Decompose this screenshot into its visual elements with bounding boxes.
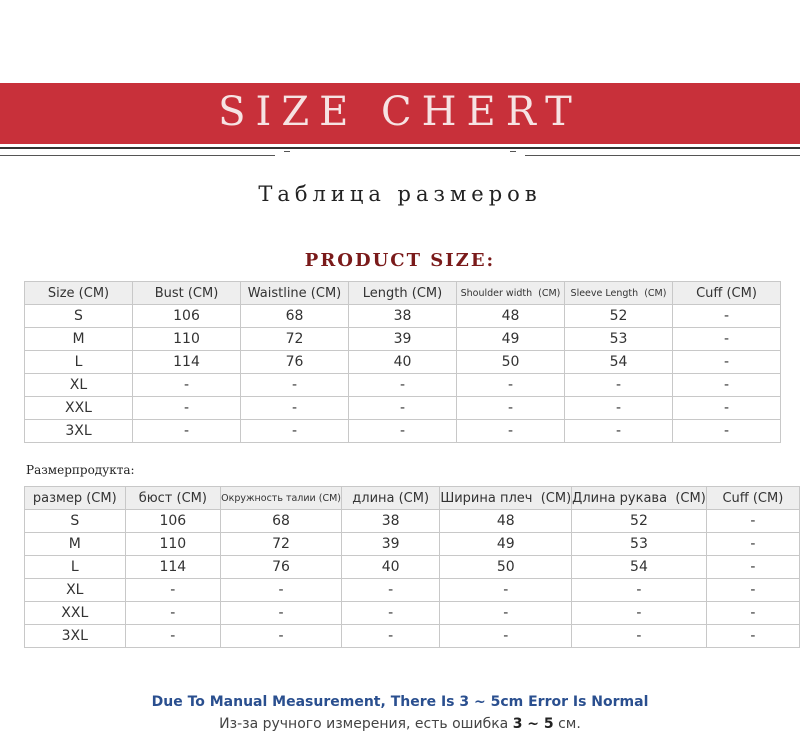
divider-dash-left: [284, 151, 290, 152]
table-cell: 49: [457, 328, 565, 351]
table-cell: -: [440, 579, 572, 602]
table-cell: XXL: [25, 602, 126, 625]
table-cell: M: [25, 533, 126, 556]
table-cell: -: [241, 374, 349, 397]
table-cell: -: [440, 625, 572, 648]
table-cell: L: [25, 556, 126, 579]
page-subtitle: Таблица размеров: [258, 182, 542, 206]
table-row: [25, 397, 781, 420]
table-cell: -: [673, 397, 781, 420]
table-cell: -: [125, 625, 221, 648]
table-cell: 40: [342, 556, 440, 579]
table-cell: -: [241, 397, 349, 420]
table-cell: 38: [349, 305, 457, 328]
column-header: Bust (CM): [133, 282, 241, 305]
table-row: [25, 420, 781, 443]
table-cell: 39: [342, 533, 440, 556]
table-cell: -: [221, 579, 342, 602]
size-table-russian: [24, 486, 800, 648]
table-cell: 38: [342, 510, 440, 533]
table-cell: -: [706, 510, 799, 533]
table-cell: 106: [133, 305, 241, 328]
table-cell: -: [342, 579, 440, 602]
table-cell: 53: [565, 328, 673, 351]
column-header: Cuff (CM): [673, 282, 781, 305]
table-cell: 40: [349, 351, 457, 374]
note-ru-suffix: см.: [553, 716, 581, 732]
divider-line: [0, 147, 800, 149]
product-size-heading: PRODUCT SIZE:: [304, 250, 496, 271]
table-cell: -: [572, 602, 707, 625]
table-row: [25, 510, 800, 533]
section-label-russian: Размерпродукта:: [26, 463, 135, 477]
table-cell: -: [349, 397, 457, 420]
table-cell: 68: [241, 305, 349, 328]
table-cell: 114: [125, 556, 221, 579]
title-banner: [0, 83, 800, 144]
table-cell: -: [125, 602, 221, 625]
table-cell: -: [673, 328, 781, 351]
table-cell: -: [572, 625, 707, 648]
table-cell: 114: [133, 351, 241, 374]
size-table-english: [24, 281, 781, 443]
table-cell: -: [706, 579, 799, 602]
table-cell: -: [457, 420, 565, 443]
column-header: Длина рукава (CM): [572, 487, 707, 510]
table-cell: S: [25, 305, 133, 328]
table-cell: -: [349, 420, 457, 443]
measurement-note-russian: [0, 716, 800, 732]
table-cell: 52: [572, 510, 707, 533]
table-cell: XL: [25, 374, 133, 397]
table-cell: 48: [440, 510, 572, 533]
table-cell: 48: [457, 305, 565, 328]
note-ru-prefix: Из-за ручного измерения, есть ошибка: [219, 716, 513, 732]
table-cell: 52: [565, 305, 673, 328]
table-row: [25, 625, 800, 648]
table-cell: 76: [221, 556, 342, 579]
column-header: Cuff (CM): [706, 487, 799, 510]
column-header: бюст (CM): [125, 487, 221, 510]
table-cell: -: [673, 374, 781, 397]
table-cell: 50: [457, 351, 565, 374]
table-row: [25, 602, 800, 625]
table-cell: -: [221, 602, 342, 625]
divider-dash-right: [510, 151, 516, 152]
table-cell: 72: [241, 328, 349, 351]
table-cell: 50: [440, 556, 572, 579]
table-cell: 110: [125, 533, 221, 556]
table-cell: -: [565, 397, 673, 420]
table-cell: 53: [572, 533, 707, 556]
table-row: [25, 533, 800, 556]
column-header: Waistline (CM): [241, 282, 349, 305]
table-cell: -: [349, 374, 457, 397]
column-header: Length (CM): [349, 282, 457, 305]
table-row: [25, 579, 800, 602]
table-cell: -: [673, 420, 781, 443]
table-cell: -: [241, 420, 349, 443]
table-cell: -: [457, 397, 565, 420]
table-cell: -: [440, 602, 572, 625]
column-header: длина (CM): [342, 487, 440, 510]
table-header-row: [25, 282, 781, 305]
table-cell: -: [133, 397, 241, 420]
table-cell: -: [125, 579, 221, 602]
table-cell: -: [673, 351, 781, 374]
table-cell: 39: [349, 328, 457, 351]
table-cell: 54: [565, 351, 673, 374]
table-row: [25, 328, 781, 351]
column-header: Окружность талии (CM): [221, 487, 342, 510]
table-header-row: [25, 487, 800, 510]
table-cell: S: [25, 510, 126, 533]
column-header: Size (CM): [25, 282, 133, 305]
banner-title: SIZE CHERT: [218, 89, 582, 135]
table-cell: 110: [133, 328, 241, 351]
column-header: Sleeve Length (CM): [565, 282, 673, 305]
table-cell: 3XL: [25, 420, 133, 443]
table-cell: 3XL: [25, 625, 126, 648]
table-cell: L: [25, 351, 133, 374]
table-cell: -: [673, 305, 781, 328]
table-cell: 72: [221, 533, 342, 556]
table-cell: -: [457, 374, 565, 397]
divider-line-left: [0, 155, 275, 156]
table-cell: -: [706, 602, 799, 625]
note-ru-value: 3 ~ 5: [512, 716, 554, 732]
table-cell: M: [25, 328, 133, 351]
column-header: Ширина плеч (CM): [440, 487, 572, 510]
divider-line-right: [525, 155, 800, 156]
table-cell: -: [133, 420, 241, 443]
measurement-note-english: Due To Manual Measurement, There Is 3 ~ 5cm Error Is Normal: [151, 694, 649, 710]
table-cell: -: [342, 625, 440, 648]
table-cell: -: [565, 420, 673, 443]
table-cell: XXL: [25, 397, 133, 420]
table-row: [25, 305, 781, 328]
table-cell: 106: [125, 510, 221, 533]
table-cell: -: [565, 374, 673, 397]
table-cell: 76: [241, 351, 349, 374]
table-cell: -: [221, 625, 342, 648]
table-cell: XL: [25, 579, 126, 602]
table-cell: 68: [221, 510, 342, 533]
table-cell: -: [572, 579, 707, 602]
table-row: [25, 556, 800, 579]
table-cell: -: [706, 533, 799, 556]
table-row: [25, 374, 781, 397]
table-cell: -: [133, 374, 241, 397]
table-cell: 49: [440, 533, 572, 556]
table-cell: -: [342, 602, 440, 625]
table-cell: 54: [572, 556, 707, 579]
table-cell: -: [706, 625, 799, 648]
table-row: [25, 351, 781, 374]
table-cell: -: [706, 556, 799, 579]
column-header: Shoulder width (CM): [457, 282, 565, 305]
column-header: размер (CM): [25, 487, 126, 510]
